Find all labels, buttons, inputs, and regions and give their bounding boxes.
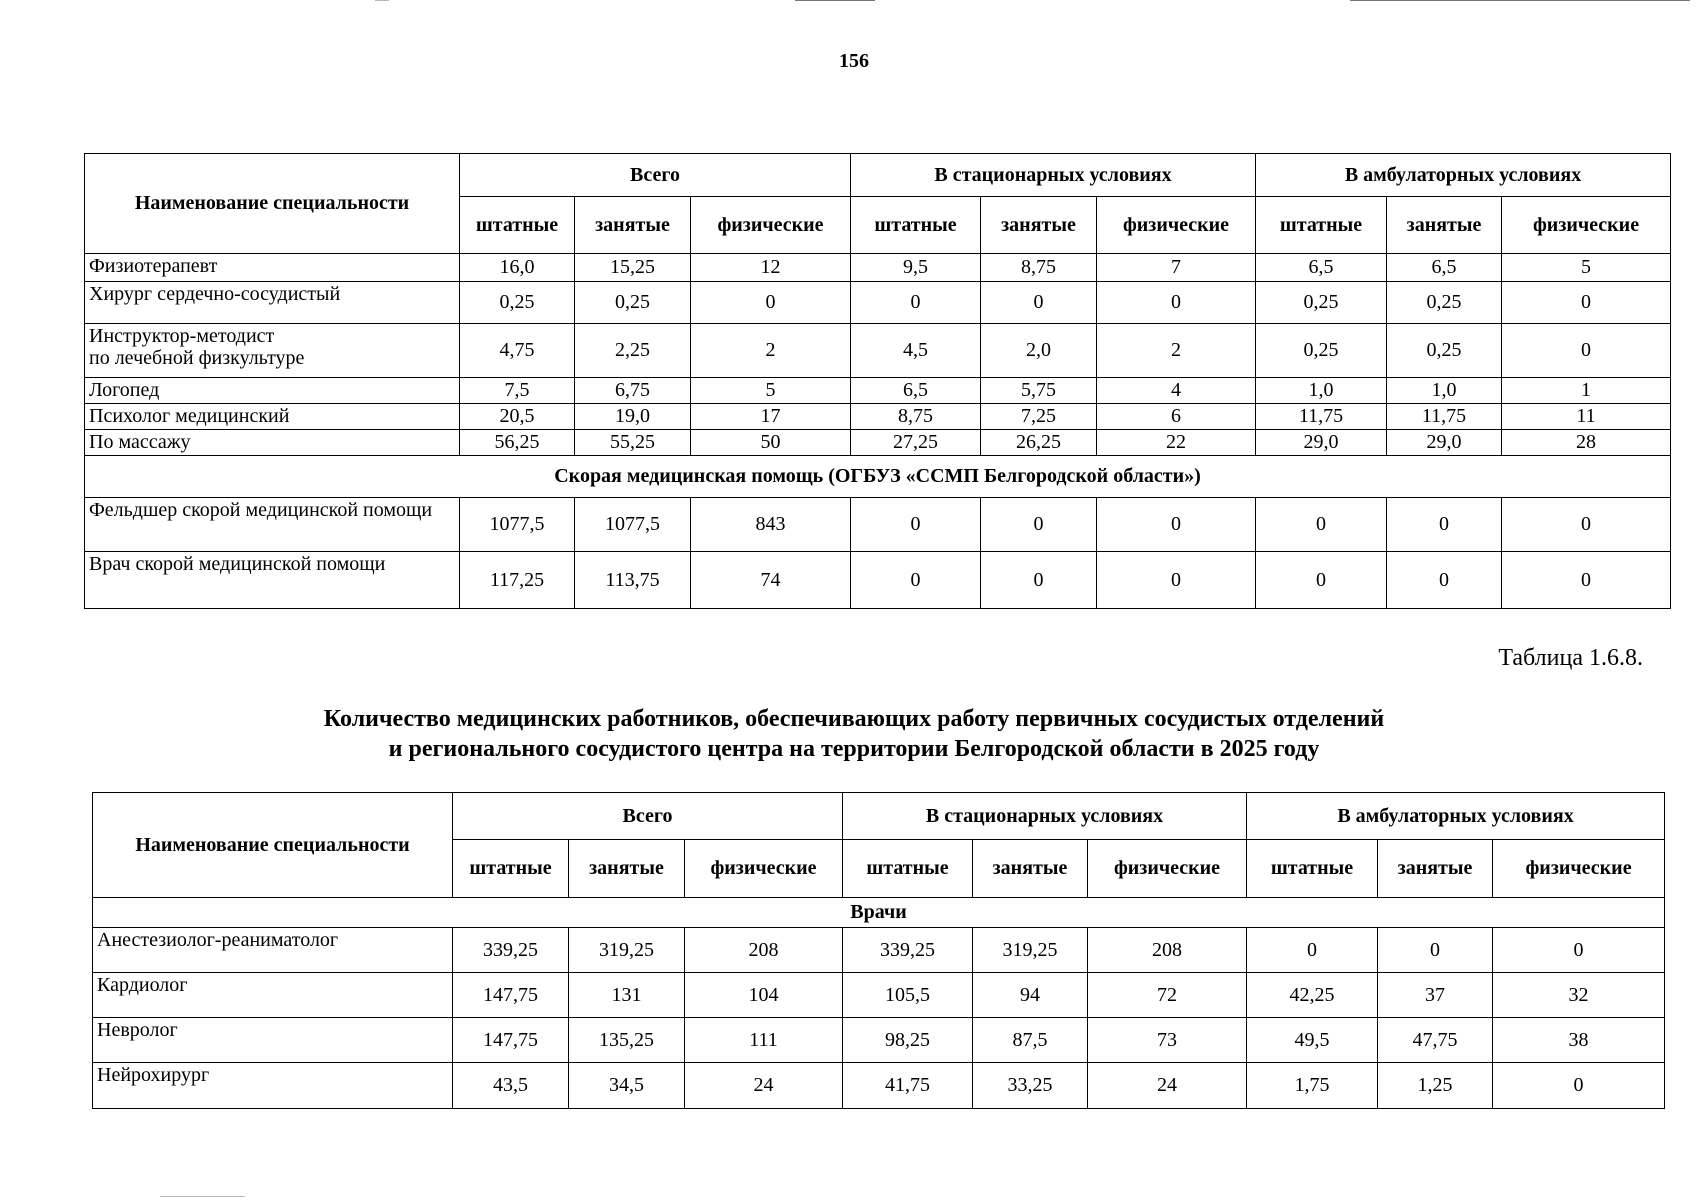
value-cell: 98,25 [843, 1018, 973, 1063]
table-number-label: Таблица 1.6.8. [1498, 645, 1643, 671]
value-cell: 24 [685, 1063, 843, 1109]
value-cell: 0 [1256, 498, 1387, 552]
subheader-cell: физические [691, 197, 851, 254]
value-cell: 9,5 [851, 254, 981, 282]
table-title-line: и регионального сосудистого центра на территории Белгородской области в 2025 году [388, 736, 1320, 762]
value-cell: 7 [1097, 254, 1256, 282]
subheader-cell: штатные [851, 197, 981, 254]
specialty-name: Фельдшер скорой медицинской помощи [85, 498, 460, 552]
subheader-cell: штатные [453, 840, 569, 898]
value-cell: 0 [1387, 552, 1502, 609]
value-cell: 32 [1493, 973, 1665, 1018]
specialty-name: Психолог медицинский [85, 404, 460, 430]
value-cell: 33,25 [973, 1063, 1088, 1109]
value-cell: 0,25 [460, 282, 575, 324]
value-cell: 105,5 [843, 973, 973, 1018]
value-cell: 47,75 [1378, 1018, 1493, 1063]
value-cell: 8,75 [981, 254, 1097, 282]
specialty-name: Кардиолог [93, 973, 453, 1018]
value-cell: 20,5 [460, 404, 575, 430]
value-cell: 0 [1493, 928, 1665, 973]
value-cell: 2 [691, 324, 851, 378]
table-title-line: Количество медицинских работников, обеспечивающих работу первичных сосудистых отделений [323, 706, 1385, 732]
subheader-cell: физические [1493, 840, 1665, 898]
value-cell: 43,5 [453, 1063, 569, 1109]
table-row [85, 378, 1671, 404]
value-cell: 4 [1097, 378, 1256, 404]
value-cell: 11,75 [1256, 404, 1387, 430]
table-row [93, 1018, 1665, 1063]
table-row [85, 552, 1671, 609]
value-cell: 1,0 [1256, 378, 1387, 404]
vascular-centers-staff-table [92, 792, 1665, 1109]
table-row [85, 282, 1671, 324]
value-cell: 94 [973, 973, 1088, 1018]
value-cell: 0 [1256, 552, 1387, 609]
value-cell: 0 [1502, 282, 1671, 324]
value-cell: 2,25 [575, 324, 691, 378]
header-group-inpatient: В стационарных условиях [843, 793, 1247, 840]
value-cell: 0 [691, 282, 851, 324]
subheader-cell: штатные [1247, 840, 1378, 898]
value-cell: 5,75 [981, 378, 1097, 404]
value-cell: 0,25 [1387, 282, 1502, 324]
value-cell: 1,0 [1387, 378, 1502, 404]
value-cell: 15,25 [575, 254, 691, 282]
header-specialty: Наименование специальности [93, 793, 453, 898]
subheader-cell: занятые [1378, 840, 1493, 898]
specialty-name: Невролог [93, 1018, 453, 1063]
value-cell: 50 [691, 430, 851, 456]
specialty-name: Физиотерапевт [85, 254, 460, 282]
value-cell: 843 [691, 498, 851, 552]
table-row [85, 498, 1671, 552]
header-group-total: Всего [453, 793, 843, 840]
value-cell: 0 [1097, 498, 1256, 552]
value-cell: 0 [1247, 928, 1378, 973]
value-cell: 319,25 [569, 928, 685, 973]
value-cell: 56,25 [460, 430, 575, 456]
value-cell: 41,75 [843, 1063, 973, 1109]
subheader-cell: занятые [1387, 197, 1502, 254]
value-cell: 0 [1502, 324, 1671, 378]
value-cell: 1077,5 [575, 498, 691, 552]
value-cell: 1077,5 [460, 498, 575, 552]
value-cell: 131 [569, 973, 685, 1018]
value-cell: 7,5 [460, 378, 575, 404]
value-cell: 6,5 [851, 378, 981, 404]
value-cell: 0 [851, 498, 981, 552]
value-cell: 0,25 [1256, 282, 1387, 324]
staff-table-continued [84, 153, 1671, 609]
header-specialty: Наименование специальности [85, 154, 460, 254]
value-cell: 28 [1502, 430, 1671, 456]
value-cell: 74 [691, 552, 851, 609]
header-group-outpatient: В амбулаторных условиях [1247, 793, 1665, 840]
table-row [93, 928, 1665, 973]
value-cell: 4,75 [460, 324, 575, 378]
subheader-cell: физические [1502, 197, 1671, 254]
value-cell: 0 [1097, 552, 1256, 609]
value-cell: 6,5 [1256, 254, 1387, 282]
value-cell: 34,5 [569, 1063, 685, 1109]
header-group-outpatient: В амбулаторных условиях [1256, 154, 1671, 197]
value-cell: 135,25 [569, 1018, 685, 1063]
value-cell: 8,75 [851, 404, 981, 430]
value-cell: 208 [685, 928, 843, 973]
value-cell: 6,5 [1387, 254, 1502, 282]
value-cell: 1,25 [1378, 1063, 1493, 1109]
value-cell: 0 [981, 552, 1097, 609]
value-cell: 0 [1097, 282, 1256, 324]
value-cell: 6 [1097, 404, 1256, 430]
specialty-name: Нейрохирург [93, 1063, 453, 1109]
value-cell: 0 [981, 498, 1097, 552]
value-cell: 0 [1502, 498, 1671, 552]
value-cell: 339,25 [843, 928, 973, 973]
value-cell: 113,75 [575, 552, 691, 609]
subheader-cell: физические [1088, 840, 1247, 898]
value-cell: 147,75 [453, 973, 569, 1018]
value-cell: 11,75 [1387, 404, 1502, 430]
specialty-name: По массажу [85, 430, 460, 456]
value-cell: 0 [1378, 928, 1493, 973]
value-cell: 22 [1097, 430, 1256, 456]
value-cell: 73 [1088, 1018, 1247, 1063]
table-row [85, 324, 1671, 378]
table-row [85, 404, 1671, 430]
scan-artifact [795, 0, 875, 1]
value-cell: 5 [691, 378, 851, 404]
value-cell: 12 [691, 254, 851, 282]
section-row [85, 456, 1671, 498]
subheader-cell: занятые [575, 197, 691, 254]
section-title: Скорая медицинская помощь (ОГБУЗ «ССМП Белгородской области») [85, 456, 1671, 498]
value-cell: 5 [1502, 254, 1671, 282]
value-cell: 0 [1502, 552, 1671, 609]
value-cell: 0,25 [575, 282, 691, 324]
value-cell: 49,5 [1247, 1018, 1378, 1063]
subheader-cell: занятые [973, 840, 1088, 898]
value-cell: 24 [1088, 1063, 1247, 1109]
value-cell: 29,0 [1256, 430, 1387, 456]
subheader-cell: штатные [460, 197, 575, 254]
value-cell: 2 [1097, 324, 1256, 378]
value-cell: 0 [851, 552, 981, 609]
table-row [85, 254, 1671, 282]
value-cell: 11 [1502, 404, 1671, 430]
value-cell: 147,75 [453, 1018, 569, 1063]
value-cell: 0 [1493, 1063, 1665, 1109]
specialty-name: Логопед [85, 378, 460, 404]
value-cell: 29,0 [1387, 430, 1502, 456]
header-group-inpatient: В стационарных условиях [851, 154, 1256, 197]
value-cell: 0 [981, 282, 1097, 324]
specialty-name: Инструктор-методист по лечебной физкультуре [85, 324, 460, 378]
specialty-name: Врач скорой медицинской помощи [85, 552, 460, 609]
table-row [93, 1063, 1665, 1109]
specialty-name: Хирург сердечно-сосудистый [85, 282, 460, 324]
value-cell: 0 [851, 282, 981, 324]
subheader-cell: занятые [981, 197, 1097, 254]
value-cell: 2,0 [981, 324, 1097, 378]
value-cell: 55,25 [575, 430, 691, 456]
subheader-cell: штатные [843, 840, 973, 898]
value-cell: 0,25 [1387, 324, 1502, 378]
value-cell: 19,0 [575, 404, 691, 430]
scan-artifact [160, 1196, 245, 1197]
value-cell: 319,25 [973, 928, 1088, 973]
section-row [93, 898, 1665, 928]
value-cell: 38 [1493, 1018, 1665, 1063]
section-title: Врачи [93, 898, 1665, 928]
table-row [85, 430, 1671, 456]
value-cell: 27,25 [851, 430, 981, 456]
table-title [0, 704, 1708, 764]
value-cell: 111 [685, 1018, 843, 1063]
value-cell: 17 [691, 404, 851, 430]
value-cell: 0,25 [1256, 324, 1387, 378]
value-cell: 16,0 [460, 254, 575, 282]
page-number: 156 [839, 50, 869, 72]
subheader-cell: физические [685, 840, 843, 898]
value-cell: 104 [685, 973, 843, 1018]
value-cell: 339,25 [453, 928, 569, 973]
scan-artifact [375, 0, 389, 1]
value-cell: 87,5 [973, 1018, 1088, 1063]
value-cell: 4,5 [851, 324, 981, 378]
subheader-cell: физические [1097, 197, 1256, 254]
value-cell: 117,25 [460, 552, 575, 609]
specialty-name: Анестезиолог-реаниматолог [93, 928, 453, 973]
value-cell: 42,25 [1247, 973, 1378, 1018]
value-cell: 37 [1378, 973, 1493, 1018]
value-cell: 6,75 [575, 378, 691, 404]
value-cell: 7,25 [981, 404, 1097, 430]
subheader-cell: занятые [569, 840, 685, 898]
value-cell: 1,75 [1247, 1063, 1378, 1109]
value-cell: 26,25 [981, 430, 1097, 456]
subheader-cell: штатные [1256, 197, 1387, 254]
value-cell: 208 [1088, 928, 1247, 973]
value-cell: 72 [1088, 973, 1247, 1018]
value-cell: 1 [1502, 378, 1671, 404]
header-group-total: Всего [460, 154, 851, 197]
table-row [93, 973, 1665, 1018]
value-cell: 0 [1387, 498, 1502, 552]
scan-artifact [1350, 0, 1690, 1]
